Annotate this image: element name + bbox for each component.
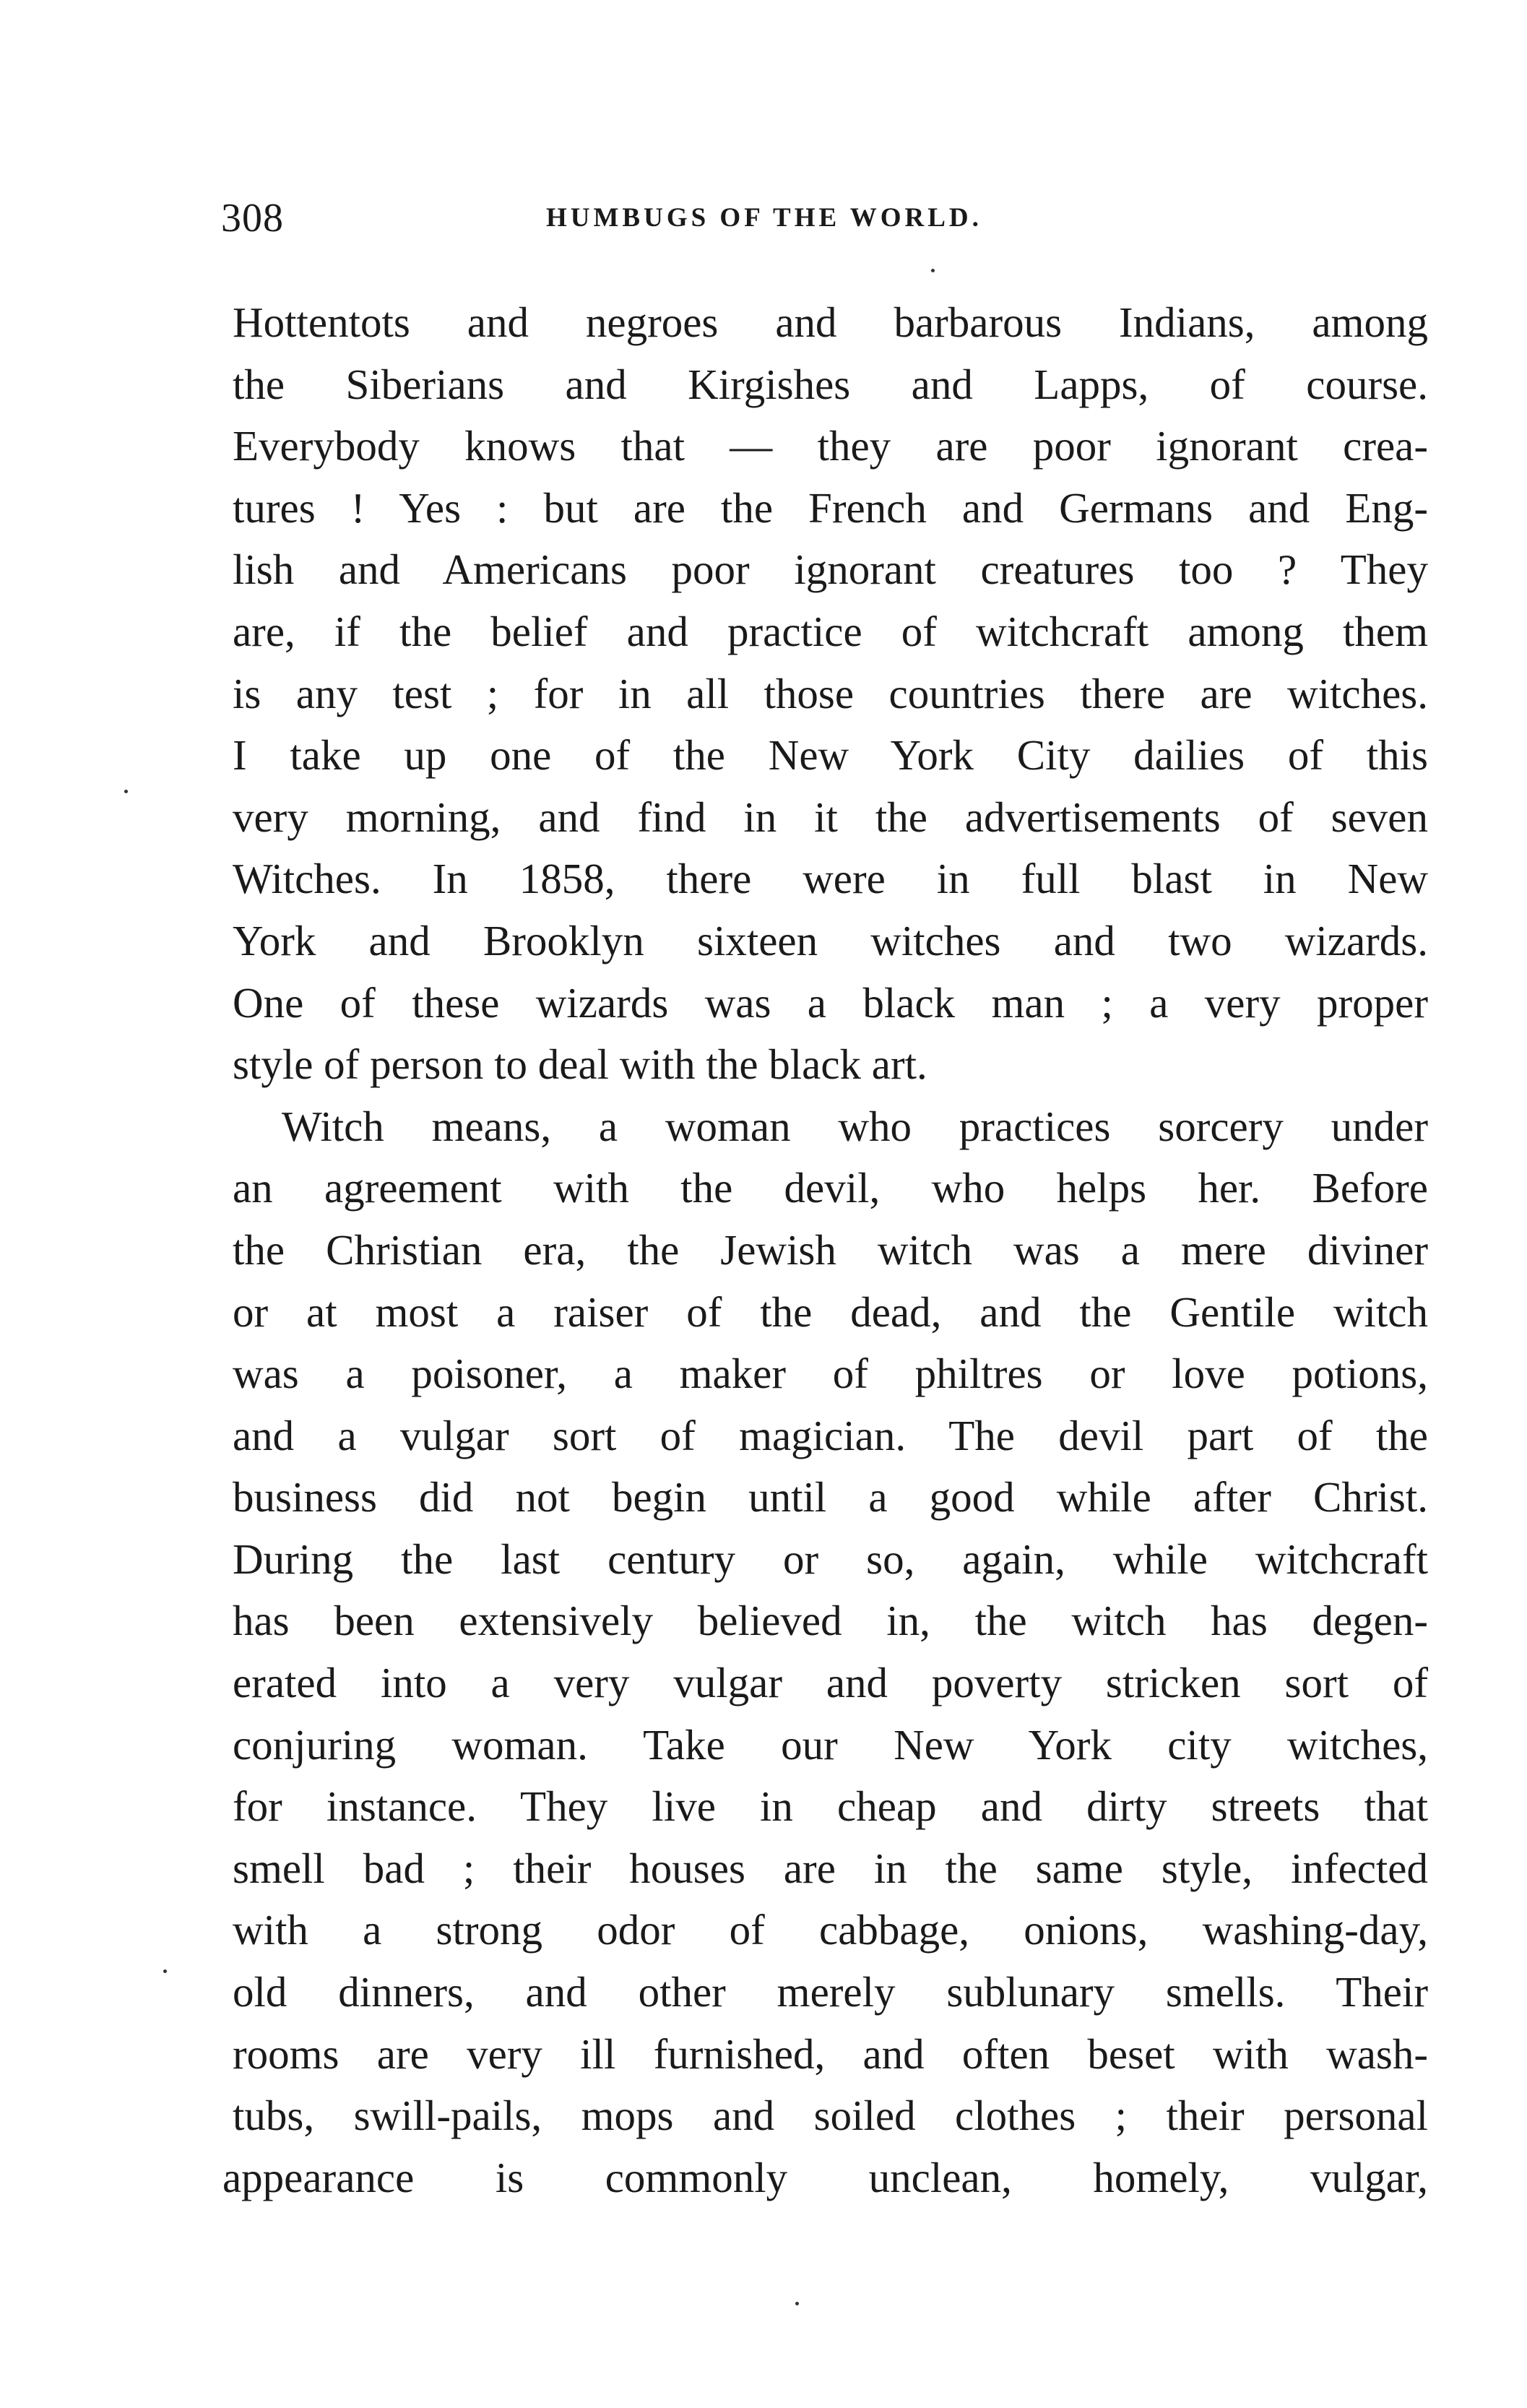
print-speck xyxy=(124,790,128,793)
text-line: Witch means, a woman who practices sorcery under xyxy=(282,1102,1428,1150)
print-speck xyxy=(931,269,935,272)
text-line: or at most a raiser of the dead, and the Gentile witch xyxy=(233,1287,1428,1336)
text-line: conjuring woman. Take our New York city witches, xyxy=(233,1720,1428,1769)
text-line: lish and Americans poor ignorant creatures too ? They xyxy=(233,545,1428,594)
page-number: 308 xyxy=(221,196,284,241)
text-line: tures ! Yes : but are the French and Germans and Eng- xyxy=(233,483,1428,532)
text-line: the Christian era, the Jewish witch was a mere diviner xyxy=(233,1225,1428,1274)
running-title: HUMBUGS OF THE WORLD. xyxy=(546,203,982,233)
text-line: I take up one of the New York City dailies of this xyxy=(233,731,1428,780)
text-line: During the last century or so, again, while witchcraft xyxy=(233,1535,1428,1583)
text-line: smell bad ; their houses are in the same style, infected xyxy=(233,1844,1428,1892)
text-line: business did not begin until a good while after Christ. xyxy=(233,1473,1428,1522)
text-line: Everybody knows that — they are poor ignorant crea- xyxy=(233,422,1428,470)
text-line: an agreement with the devil, who helps her. Before xyxy=(233,1164,1428,1212)
text-line: appearance is commonly unclean, homely, vulgar, xyxy=(222,2153,1428,2201)
page-header xyxy=(221,189,1124,247)
text-line: are, if the belief and practice of witchcraft among them xyxy=(233,607,1428,655)
print-speck xyxy=(163,1969,167,1973)
text-line: for instance. They live in cheap and dirty streets that xyxy=(233,1782,1428,1831)
text-line: with a strong odor of cabbage, onions, washing-day, xyxy=(233,1906,1428,1954)
body-text xyxy=(222,292,1428,2209)
text-line: rooms are very ill furnished, and often beset with wash- xyxy=(233,2029,1428,2078)
text-line: the Siberians and Kirgishes and Lapps, of course. xyxy=(233,360,1428,408)
text-line: was a poisoner, a maker of philtres or love potions, xyxy=(233,1350,1428,1398)
text-line: has been extensively believed in, the witch has degen- xyxy=(233,1597,1428,1645)
text-line: Witches. In 1858, there were in full blast in New xyxy=(233,855,1428,903)
text-line: York and Brooklyn sixteen witches and two wizards. xyxy=(233,916,1428,965)
text-line: and a vulgar sort of magician. The devil part of the xyxy=(233,1411,1428,1459)
text-line: One of these wizards was a black man ; a very proper xyxy=(233,978,1428,1027)
text-line: Hottentots and negroes and barbarous Indians, among xyxy=(233,298,1428,346)
print-speck xyxy=(795,2302,799,2305)
text-line: very morning, and find in it the advertisements of seven xyxy=(233,793,1428,841)
text-line: erated into a very vulgar and poverty stricken sort of xyxy=(233,1659,1428,1707)
text-line: style of person to deal with the black art. xyxy=(233,1040,927,1089)
text-line: is any test ; for in all those countries there are witches. xyxy=(233,669,1428,717)
text-line: tubs, swill-pails, mops and soiled clothes ; their personal xyxy=(233,2092,1428,2140)
text-line: old dinners, and other merely sublunary smells. Their xyxy=(233,1968,1428,2016)
